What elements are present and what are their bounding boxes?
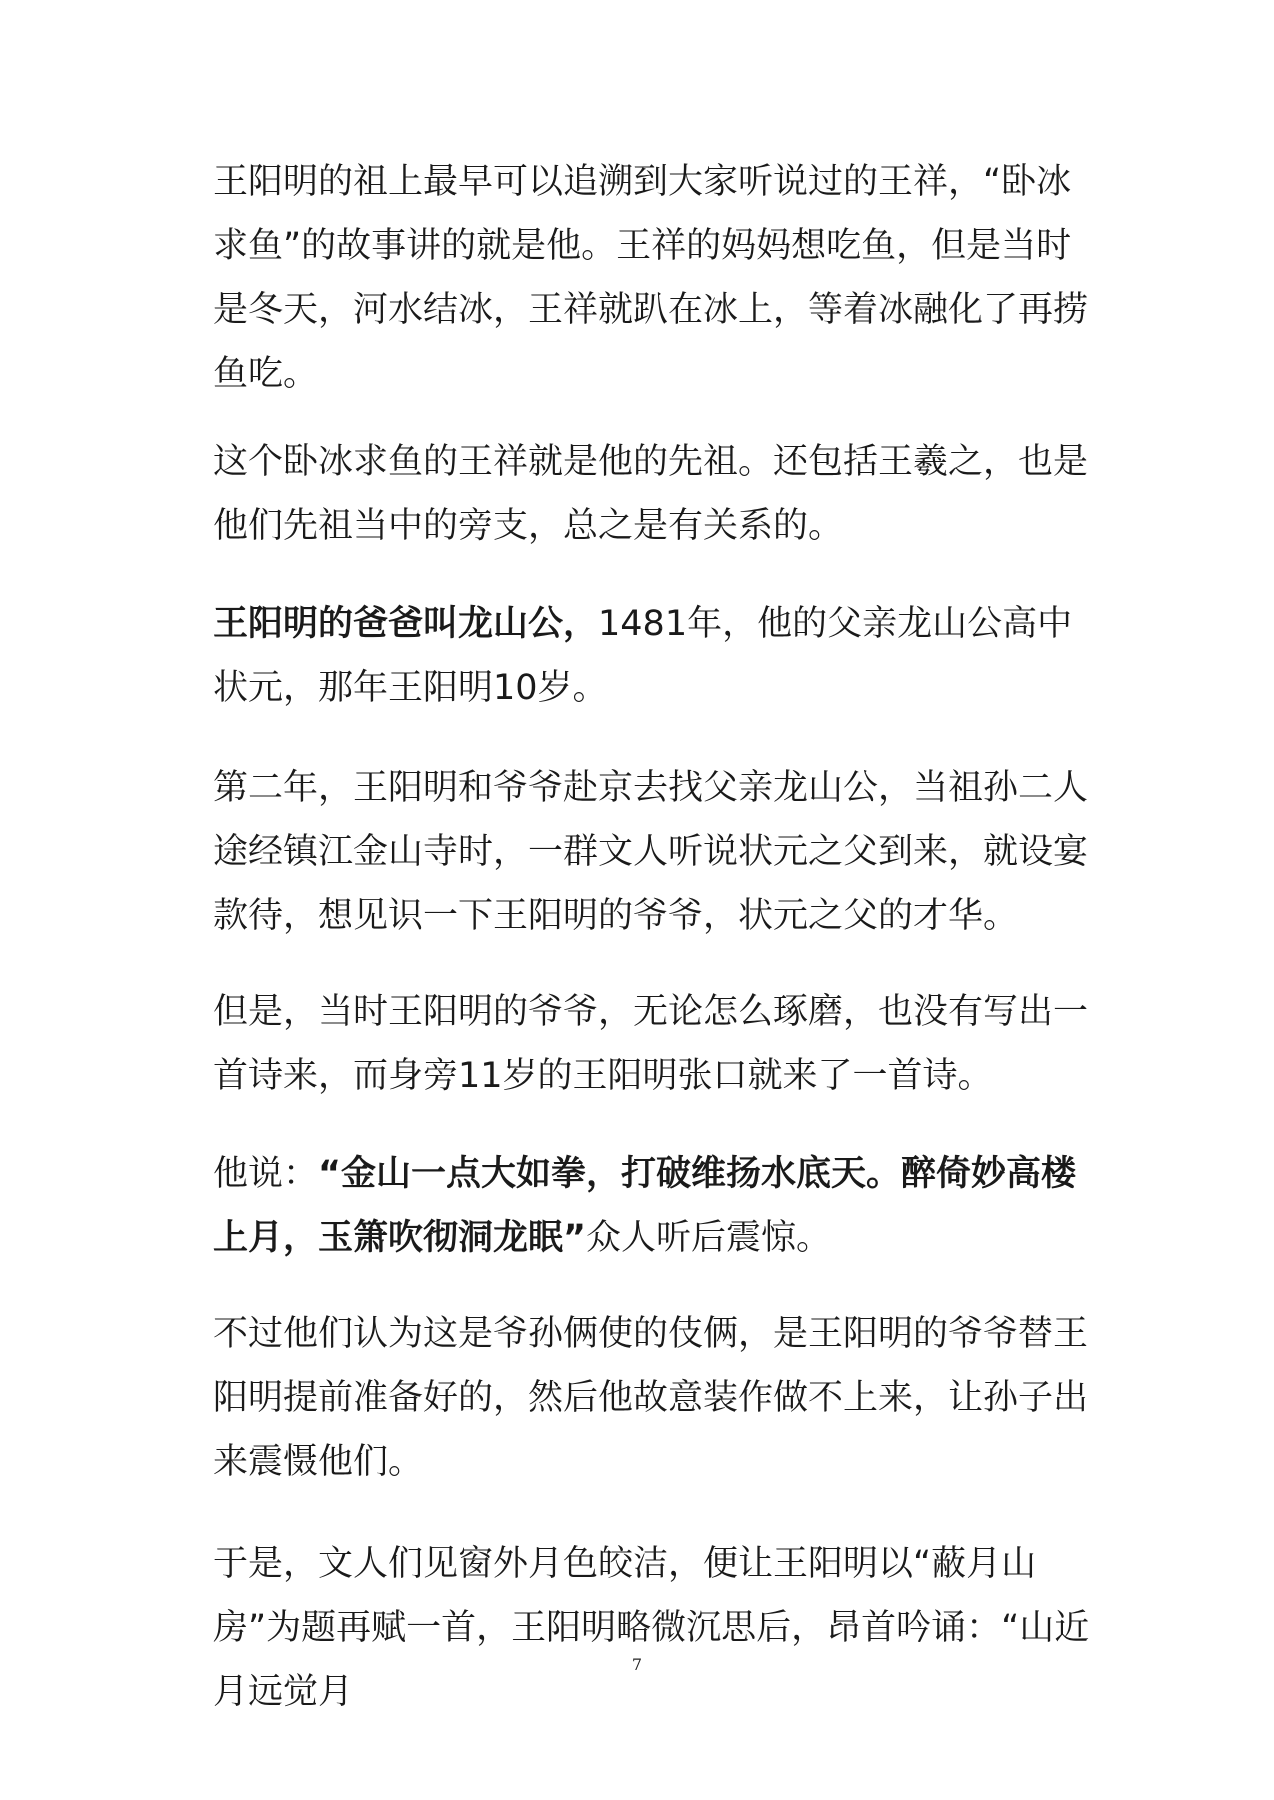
- paragraph-5: 但是，当时王阳明的爷爷，无论怎么琢磨，也没有写出一首诗来，而身旁11岁的王阳明张口就来了一首诗。: [213, 992, 1089, 1096]
- poem-quote: “金山一点大如拳，打破维扬水底天。醉倚妙高楼上月，玉箫吹彻洞龙眠”: [213, 1154, 1077, 1258]
- paragraph-7: 不过他们认为这是爷孙俩使的伎俩，是王阳明的爷爷替王阳明提前准备好的，然后他故意装作做不上来，让孙子出来震慑他们。: [213, 1314, 1089, 1482]
- paragraph-3-text: 1481年，他的父亲龙山公高中状元，那年王阳明10岁。: [213, 604, 1073, 708]
- paragraph-6-text: 众人听后震惊。: [586, 1218, 832, 1258]
- page-number: 7: [631, 1655, 643, 1674]
- paragraph-3: [213, 592, 1093, 720]
- paragraph-6: [213, 1142, 1093, 1270]
- paragraph-6-lead: 他说：: [213, 1154, 319, 1194]
- paragraph-1: 王阳明的祖上最早可以追溯到大家听说过的王祥，“卧冰求鱼”的故事讲的就是他。王祥的妈妈想吃鱼，但是当时是冬天，河水结冰，王祥就趴在冰上，等着冰融化了再捞鱼吃。: [213, 162, 1089, 394]
- document-body: [213, 150, 1093, 1774]
- paragraph-2: 这个卧冰求鱼的王祥就是他的先祖。还包括王羲之，也是他们先祖当中的旁支，总之是有关系的。: [213, 442, 1089, 546]
- paragraph-8: 于是，文人们见窗外月色皎洁，便让王阳明以“蔽月山房”为题再赋一首，王阳明略微沉思后，昂首吟诵：“山近月远觉月: [213, 1544, 1090, 1712]
- paragraph-4: 第二年，王阳明和爷爷赴京去找父亲龙山公，当祖孙二人途经镇江金山寺时，一群文人听说状元之父到来，就设宴款待，想见识一下王阳明的爷爷，状元之父的才华。: [213, 768, 1089, 936]
- paragraph-3-bold-lead: 王阳明的爸爸叫龙山公，: [213, 604, 599, 644]
